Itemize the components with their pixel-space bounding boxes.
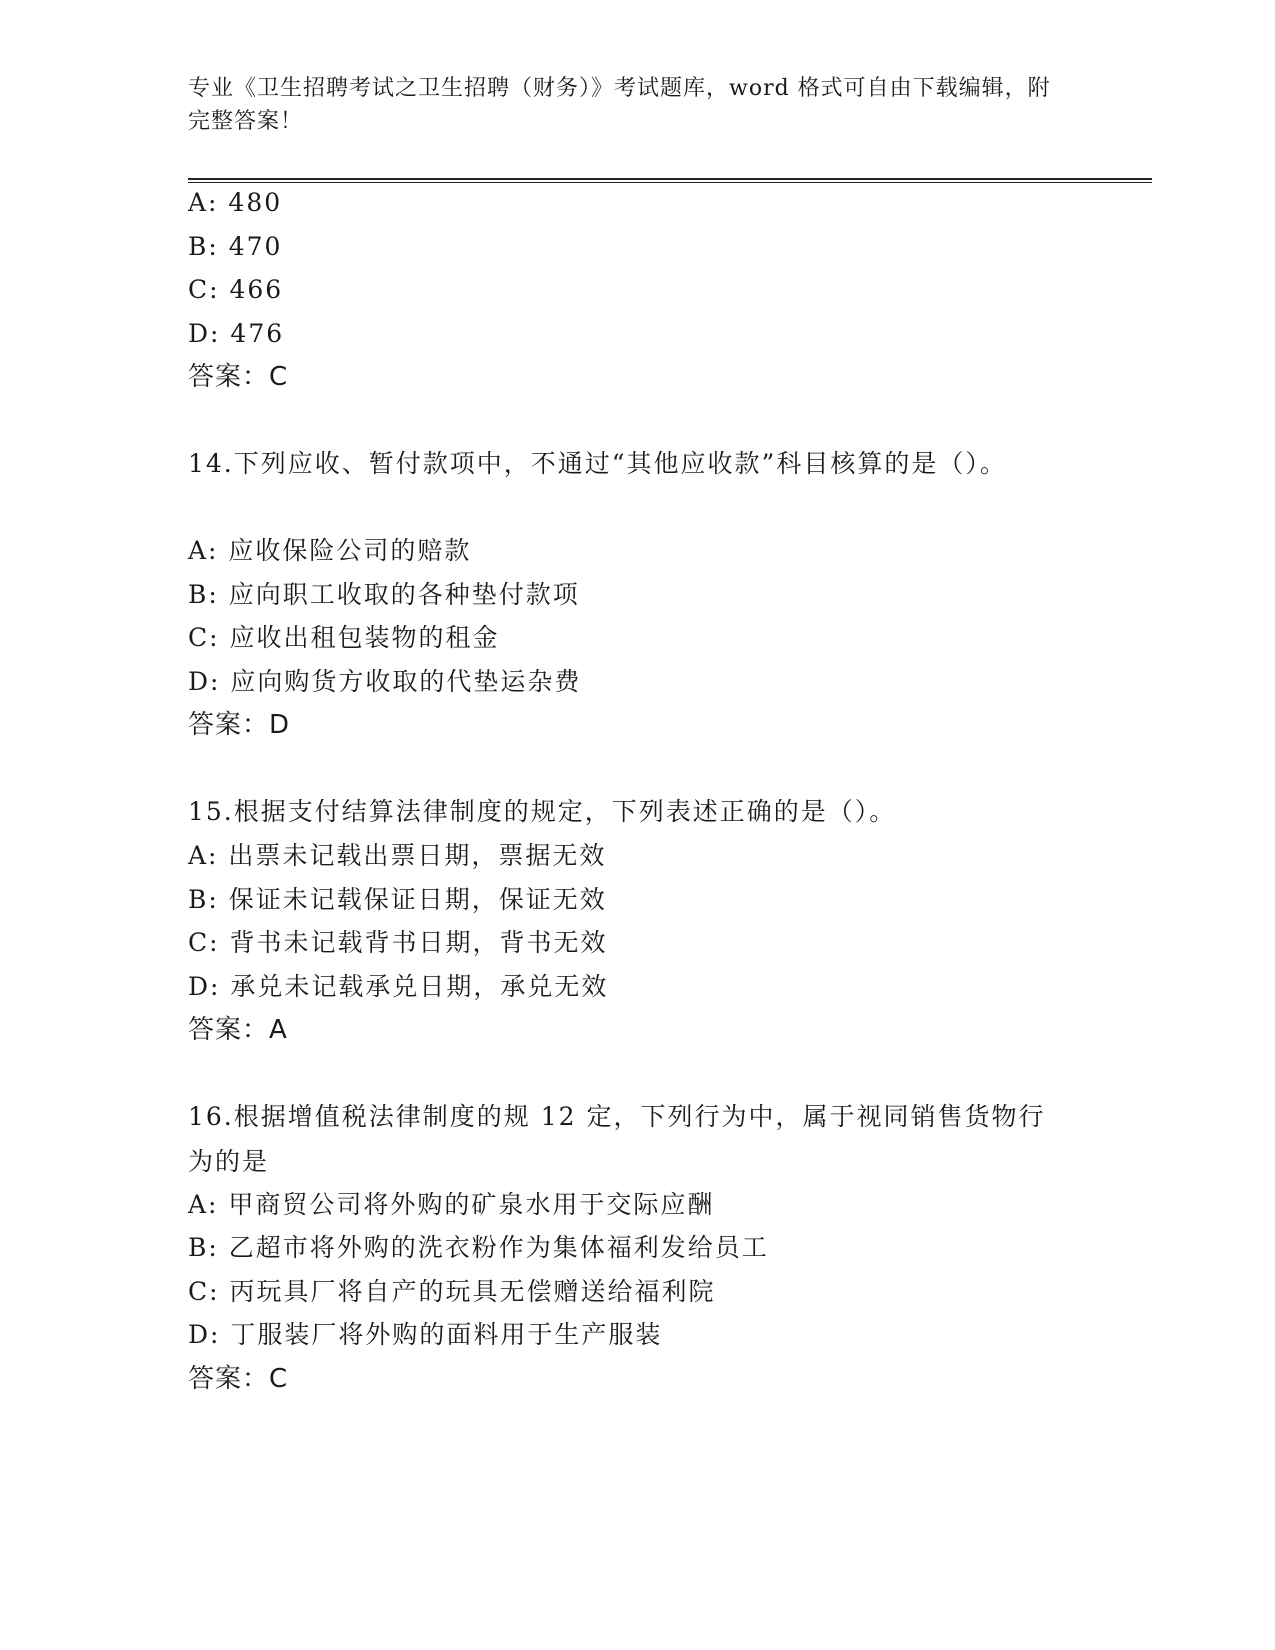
q14-option-d: D: 应向购货方收取的代垫运杂费: [188, 667, 582, 696]
q13-option-d: D: 476: [188, 319, 285, 348]
q16-option-c: C: 丙玩具厂将自产的玩具无偿赠送给福利院: [188, 1277, 716, 1306]
q16-option-a: A: 甲商贸公司将外购的矿泉水用于交际应酬: [188, 1190, 715, 1219]
q14-answer: 答案：D: [188, 710, 291, 740]
q15-question: 15.根据支付结算法律制度的规定，下列表述正确的是（）。: [188, 797, 897, 826]
q15-option-c: C: 背书未记载背书日期，背书无效: [188, 928, 608, 957]
q14-option-c: C: 应收出租包装物的租金: [188, 623, 500, 652]
q15-option-d: D: 承兑未记载承兑日期，承兑无效: [188, 972, 609, 1001]
q16-answer: 答案：C: [188, 1364, 289, 1394]
q13-option-a: A: 480: [188, 188, 283, 217]
q16-question: 16.根据增值税法律制度的规 12 定，下列行为中，属于视同销售货物行为的是: [188, 1102, 1046, 1176]
q16-option-b: B: 乙超市将外购的洗衣粉作为集体福利发给员工: [188, 1233, 769, 1262]
document-header: 专业《卫生招聘考试之卫生招聘（财务）》考试题库，word 格式可自由下载编辑，附完整答案！: [188, 76, 1051, 134]
q13-option-c: C: 466: [188, 275, 284, 304]
q13-answer: 答案：C: [188, 362, 289, 392]
q16-option-d: D: 丁服装厂将外购的面料用于生产服装: [188, 1320, 663, 1349]
q15-option-a: A: 出票未记载出票日期，票据无效: [188, 841, 607, 870]
q14-option-b: B: 应向职工收取的各种垫付款项: [188, 580, 580, 609]
q14-option-a: A: 应收保险公司的赔款: [188, 536, 472, 565]
q15-option-b: B: 保证未记载保证日期，保证无效: [188, 885, 607, 914]
q13-option-b: B: 470: [188, 232, 283, 261]
q14-question: 14.下列应收、暂付款项中，不通过“其他应收款”科目核算的是（）。: [188, 449, 1007, 478]
q15-answer: 答案：A: [188, 1015, 288, 1045]
header-divider: [188, 178, 1152, 183]
